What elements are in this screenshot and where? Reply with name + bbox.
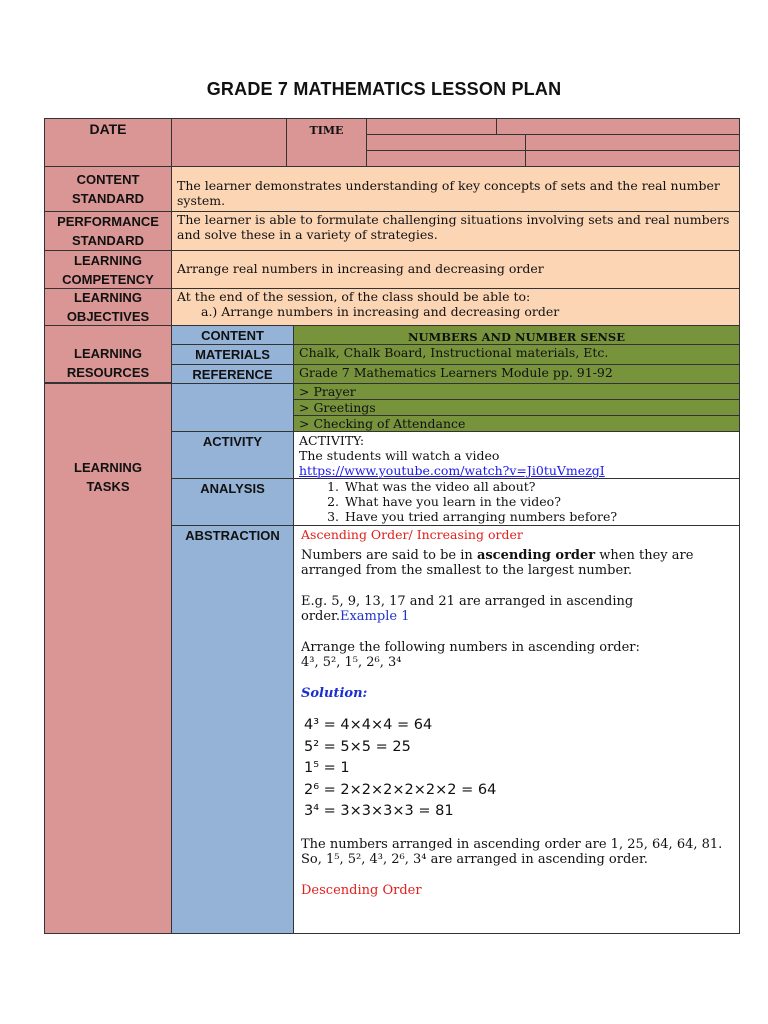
- date-label: DATE: [89, 121, 127, 137]
- content-sublabel-text: CONTENT: [201, 327, 264, 343]
- objectives-intro: At the end of the session, of the class should be able to:: [177, 289, 531, 304]
- materials-sublabel: [171, 344, 294, 365]
- math-line-4: 2⁶ = 2×2×2×2×2×2 = 64: [304, 781, 497, 798]
- reference-sublabel-text: REFERENCE: [192, 366, 273, 382]
- learning-resources-label: [44, 325, 172, 383]
- performance-standard-label: [44, 211, 172, 251]
- time-slot-3b: [525, 150, 740, 167]
- time-slot-2a: [366, 134, 526, 151]
- learning-competency-label-line2: COMPETENCY: [62, 271, 154, 287]
- learning-tasks-label: [44, 383, 172, 934]
- analysis-content-cell: [293, 478, 740, 526]
- time-slot-1a: [366, 118, 497, 135]
- time-label: TIME: [309, 124, 344, 137]
- math-line-2: 5² = 5×5 = 25: [304, 738, 411, 755]
- learning-resources-label-line2: RESOURCES: [66, 365, 150, 380]
- abstraction-content-cell: [293, 525, 740, 934]
- learning-resources-label-line1: LEARNING: [74, 346, 142, 361]
- preliminary-item-2: [293, 399, 740, 416]
- content-value-cell: [293, 325, 740, 345]
- learning-objectives-label: [44, 288, 172, 326]
- activity-sublabel: [171, 431, 294, 479]
- analysis-sublabel-text: ANALYSIS: [200, 481, 265, 496]
- abstraction-sublabel: [171, 525, 294, 934]
- preliminary-item-3: [293, 415, 740, 432]
- materials-value-cell: [293, 344, 740, 365]
- analysis-question-2: 2. What have you learn in the video?: [343, 494, 734, 509]
- example-intro: [301, 594, 729, 625]
- preliminaries-sublabel: [171, 383, 294, 432]
- example-intro-text: E.g. 5, 9, 13, 17 and 21 are arranged in ascending order.: [301, 593, 634, 624]
- analysis-sublabel: [171, 478, 294, 526]
- performance-standard-text: The learner is able to formulate challenging situations involving sets and real numbers and solve these in a variety of strategies.: [177, 212, 730, 242]
- materials-sublabel-text: MATERIALS: [195, 347, 270, 362]
- content-standard-label-line1: CONTENT: [76, 172, 140, 187]
- learning-tasks-label-line2: TASKS: [86, 479, 130, 494]
- solution-math: [301, 715, 729, 823]
- time-label-cell: [286, 118, 367, 167]
- performance-standard-text-cell: [171, 211, 740, 251]
- activity-heading: ACTIVITY:: [299, 433, 365, 448]
- ascending-heading: Ascending Order/ Increasing order: [301, 527, 523, 542]
- analysis-question-3: 3. Have you tried arranging numbers before?: [343, 509, 734, 524]
- content-standard-label: [44, 166, 172, 212]
- page-title: GRADE 7 MATHEMATICS LESSON PLAN: [206, 79, 562, 99]
- activity-instruction: The students will watch a video: [299, 448, 500, 463]
- learning-competency-label: [44, 250, 172, 289]
- reference-value-cell: [293, 364, 740, 384]
- greetings-text: > Greetings: [299, 400, 376, 415]
- time-slot-1b: [496, 118, 740, 135]
- analysis-question-1: 1. What was the video all about?: [343, 479, 734, 494]
- definition-text-end: when they are arranged from the smallest to the largest number.: [301, 547, 694, 578]
- performance-standard-label-line1: PERFORMANCE: [57, 214, 159, 229]
- abstraction-sublabel-text: ABSTRACTION: [185, 528, 280, 543]
- solution-label: Solution:: [301, 685, 368, 701]
- math-line-5: 3⁴ = 3×3×3×3 = 81: [304, 803, 454, 819]
- activity-content-cell: [293, 431, 740, 479]
- activity-sublabel-text: ACTIVITY: [202, 434, 263, 449]
- content-value: NUMBERS AND NUMBER SENSE: [407, 330, 625, 344]
- definition-term: ascending order: [476, 547, 596, 563]
- learning-tasks-label-line1: LEARNING: [74, 460, 142, 475]
- descending-heading: Descending Order: [301, 882, 422, 898]
- performance-standard-label-line2: STANDARD: [72, 233, 144, 248]
- time-slot-2b: [525, 134, 740, 151]
- date-label-cell: [44, 118, 172, 167]
- content-standard-text: The learner demonstrates understanding of key concepts of sets and the real number system.: [177, 178, 720, 208]
- example-label: Example 1: [339, 609, 410, 624]
- content-standard-label-line2: STANDARD: [72, 191, 144, 206]
- ascending-definition: [301, 548, 729, 579]
- conclusion-1: The numbers arranged in ascending order are 1, 25, 64, 64, 81.: [301, 836, 723, 852]
- example-numbers: 4³, 5², 1⁵, 2⁶, 3⁴: [301, 655, 402, 670]
- definition-text-start: Numbers are said to be in: [301, 547, 477, 563]
- prayer-text: > Prayer: [299, 384, 356, 399]
- reference-sublabel: [171, 364, 294, 384]
- video-link[interactable]: https://www.youtube.com/watch?v=Ji0tuVmezgI: [299, 463, 605, 478]
- learning-objectives-text-cell: [171, 288, 740, 326]
- learning-competency-text: Arrange real numbers in increasing and decreasing order: [177, 261, 544, 277]
- math-line-3: 1⁵ = 1: [304, 760, 350, 776]
- math-line-1: 4³ = 4×4×4 = 64: [304, 717, 433, 733]
- conclusion-2: So, 1⁵, 5², 4³, 2⁶, 3⁴ are arranged in ascending order.: [301, 852, 648, 867]
- time-slot-3a: [366, 150, 526, 167]
- learning-competency-label-line1: LEARNING: [74, 252, 142, 268]
- attendance-text: > Checking of Attendance: [299, 416, 466, 431]
- example-task: Arrange the following numbers in ascending order:: [301, 639, 640, 655]
- date-value-cell: [171, 118, 287, 167]
- analysis-question-list: [299, 479, 734, 524]
- preliminary-item-1: [293, 383, 740, 400]
- learning-competency-text-cell: [171, 250, 740, 289]
- reference-value: Grade 7 Mathematics Learners Module pp. 91-92: [299, 365, 613, 380]
- content-standard-text-cell: [171, 166, 740, 212]
- materials-value: Chalk, Chalk Board, Instructional materials, Etc.: [299, 345, 609, 360]
- learning-objectives-label-line1: LEARNING: [74, 290, 142, 305]
- content-sublabel: [171, 325, 294, 345]
- objective-a: a.) Arrange numbers in increasing and decreasing order: [201, 303, 560, 319]
- learning-objectives-label-line2: OBJECTIVES: [66, 309, 150, 324]
